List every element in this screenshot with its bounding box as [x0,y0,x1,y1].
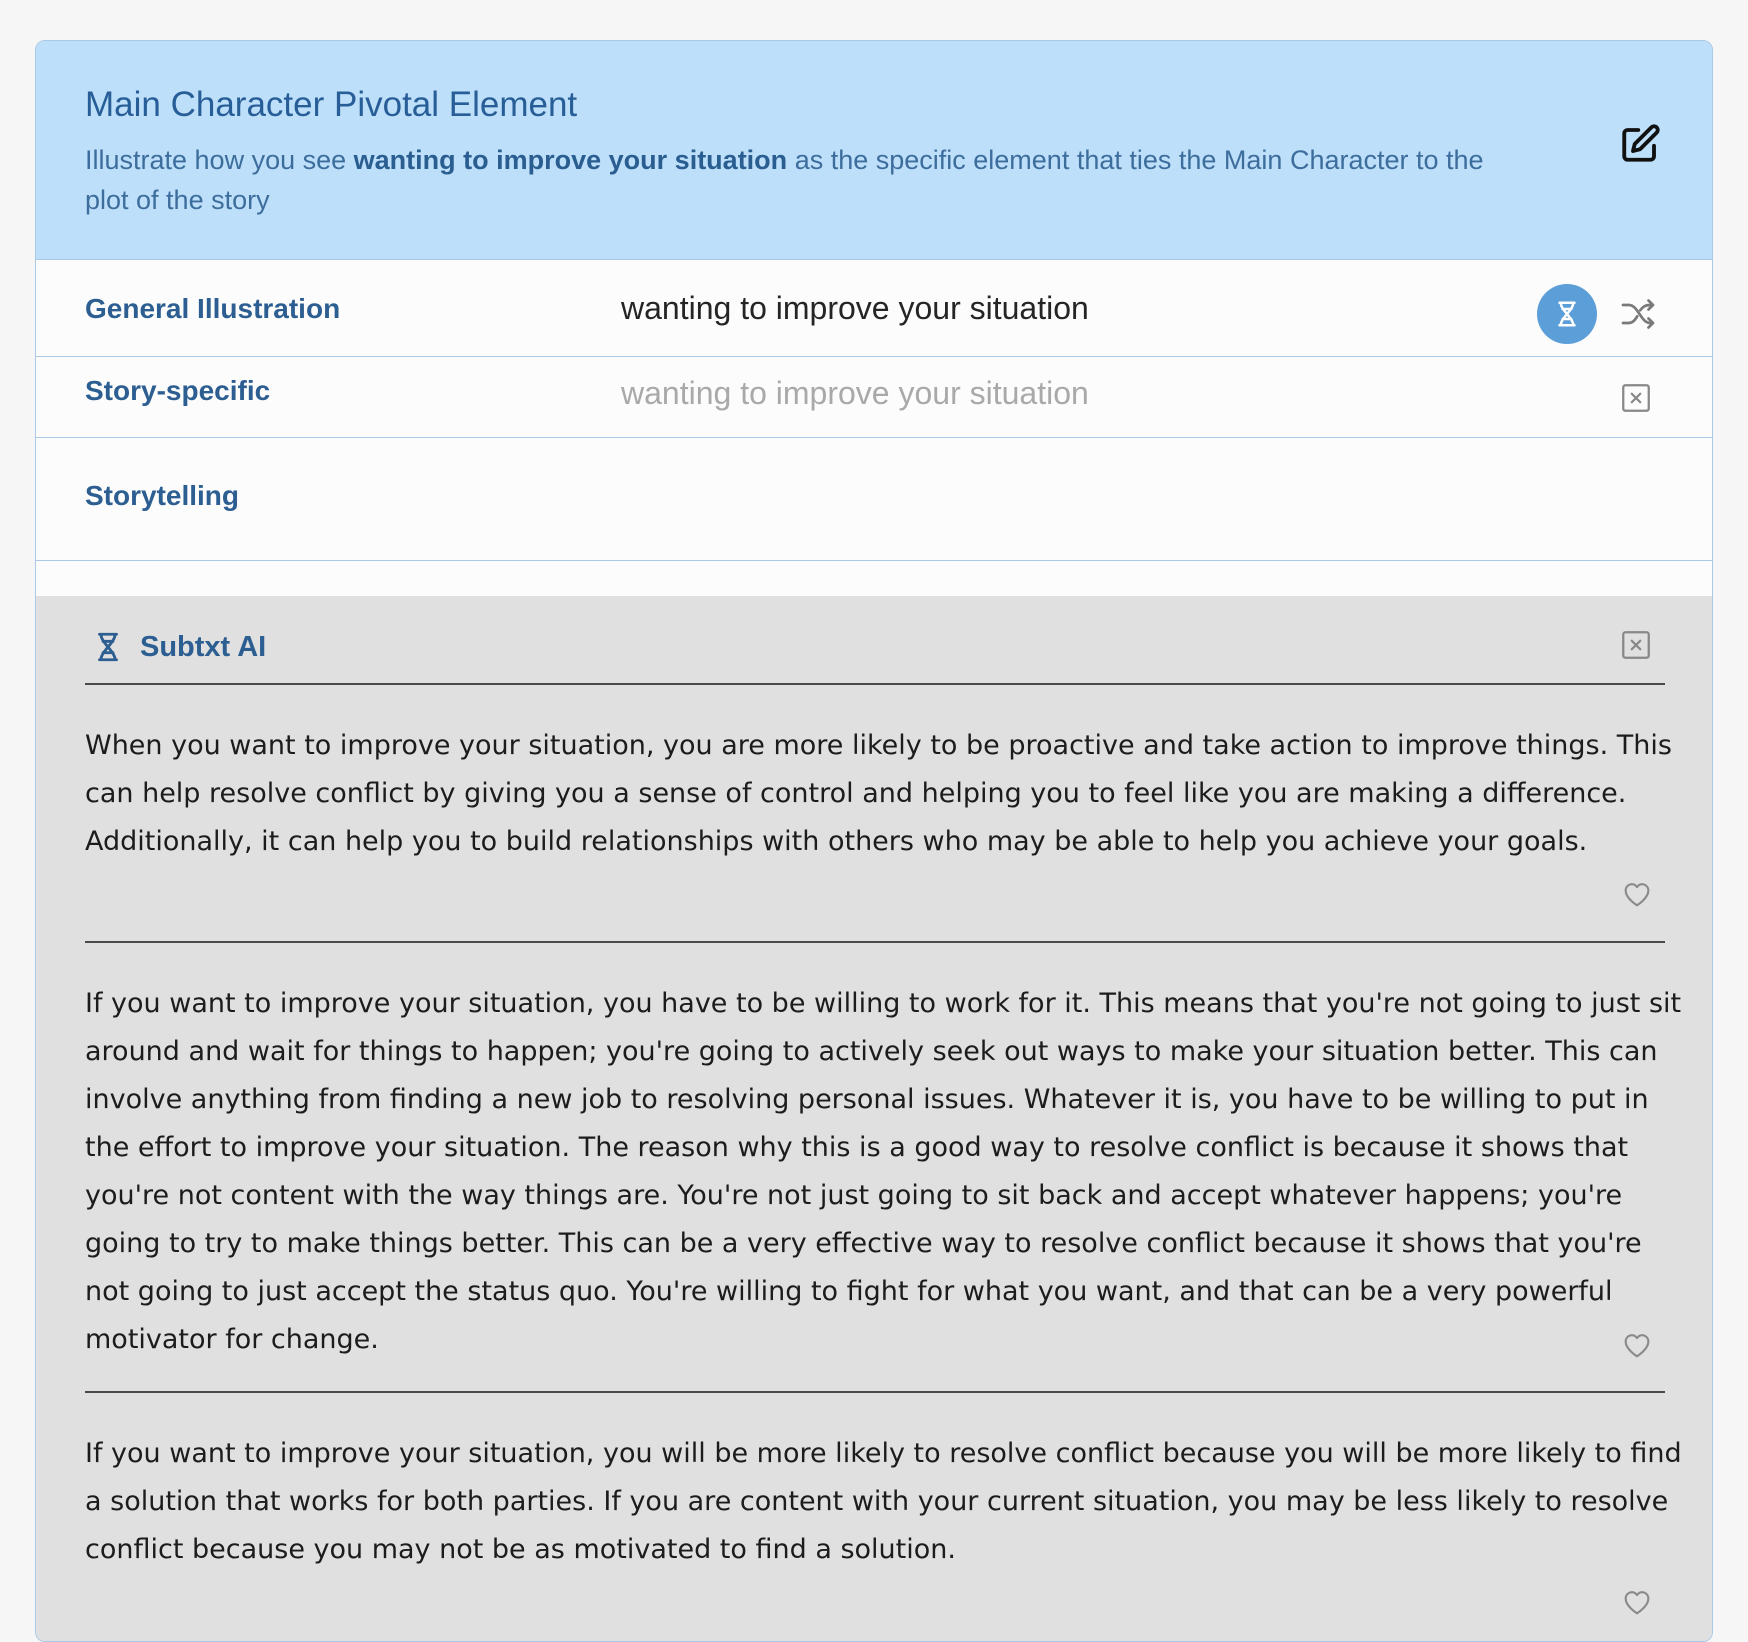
edit-icon[interactable] [1619,123,1661,165]
general-illustration-value: wanting to improve your situation [621,290,1089,326]
heart-icon[interactable] [1619,1329,1655,1361]
story-specific-label: Story-specific [85,375,271,406]
heart-icon[interactable] [1619,878,1655,910]
description-prefix: Illustrate how you see [85,145,354,175]
storytelling-label: Storytelling [85,480,240,511]
ai-response-text: When you want to improve your situation, you are more likely to be proactive and take action to improve things. This can help resolve conflict by giving you a sense of control and helping you to feel like you are making a difference. Additionally, it can help you to build relationships with others who may be able to help you achieve your goals. [85,730,1672,857]
general-illustration-row [36,260,1712,357]
close-box-icon[interactable] [1619,381,1653,415]
subtxt-ai-label: Subtxt AI [140,631,267,663]
card-header [36,41,1712,260]
subtxt-ai-panel [36,596,1712,1641]
card-title: Main Character Pivotal Element [85,85,578,124]
storytelling-row [36,438,1712,561]
shuffle-icon[interactable] [1619,296,1657,332]
description-highlight: wanting to improve your situation [353,145,788,175]
general-illustration-label: General Illustration [85,293,341,324]
dna-icon [1552,299,1582,329]
ai-generate-button[interactable] [1537,284,1597,344]
heart-icon[interactable] [1619,1586,1655,1618]
divider [85,1391,1665,1393]
card-description [85,140,1525,220]
ai-response-text: If you want to improve your situation, you have to be willing to work for it. This means that you're not going to just sit around and wait for things to happen; you're going to actively seek out ways to make your situation better. This can involve anything from finding a new job to resolving personal issues. Whatever it is, you have to be willing to put in the effort to improve your situation. The reason why this is a good way to resolve conflict is because it shows that you're not content with the way things are. You're not just going to sit back and accept whatever happens; you're going to try to make things better. This can be a very effective way to resolve conflict because it shows that you're not going to just accept the status quo. You're willing to fight for what you want, and that can be a very powerful motivator for change. [85,988,1682,1355]
dna-icon [91,628,125,666]
divider [85,683,1665,685]
pivotal-element-card [35,40,1713,1642]
story-specific-row [36,357,1712,438]
close-ai-panel-icon[interactable] [1619,628,1653,662]
divider [85,941,1665,943]
description-suffix: as the specific element that ties the Main Character to the plot of the story [85,145,1484,215]
ai-response-text: If you want to improve your situation, you will be more likely to resolve conflict because you will be more likely to find a solution that works for both parties. If you are content with your current situation, you may be less likely to resolve conflict because you may not be as motivated to find a solution. [85,1438,1682,1565]
story-specific-input[interactable] [621,371,1521,415]
